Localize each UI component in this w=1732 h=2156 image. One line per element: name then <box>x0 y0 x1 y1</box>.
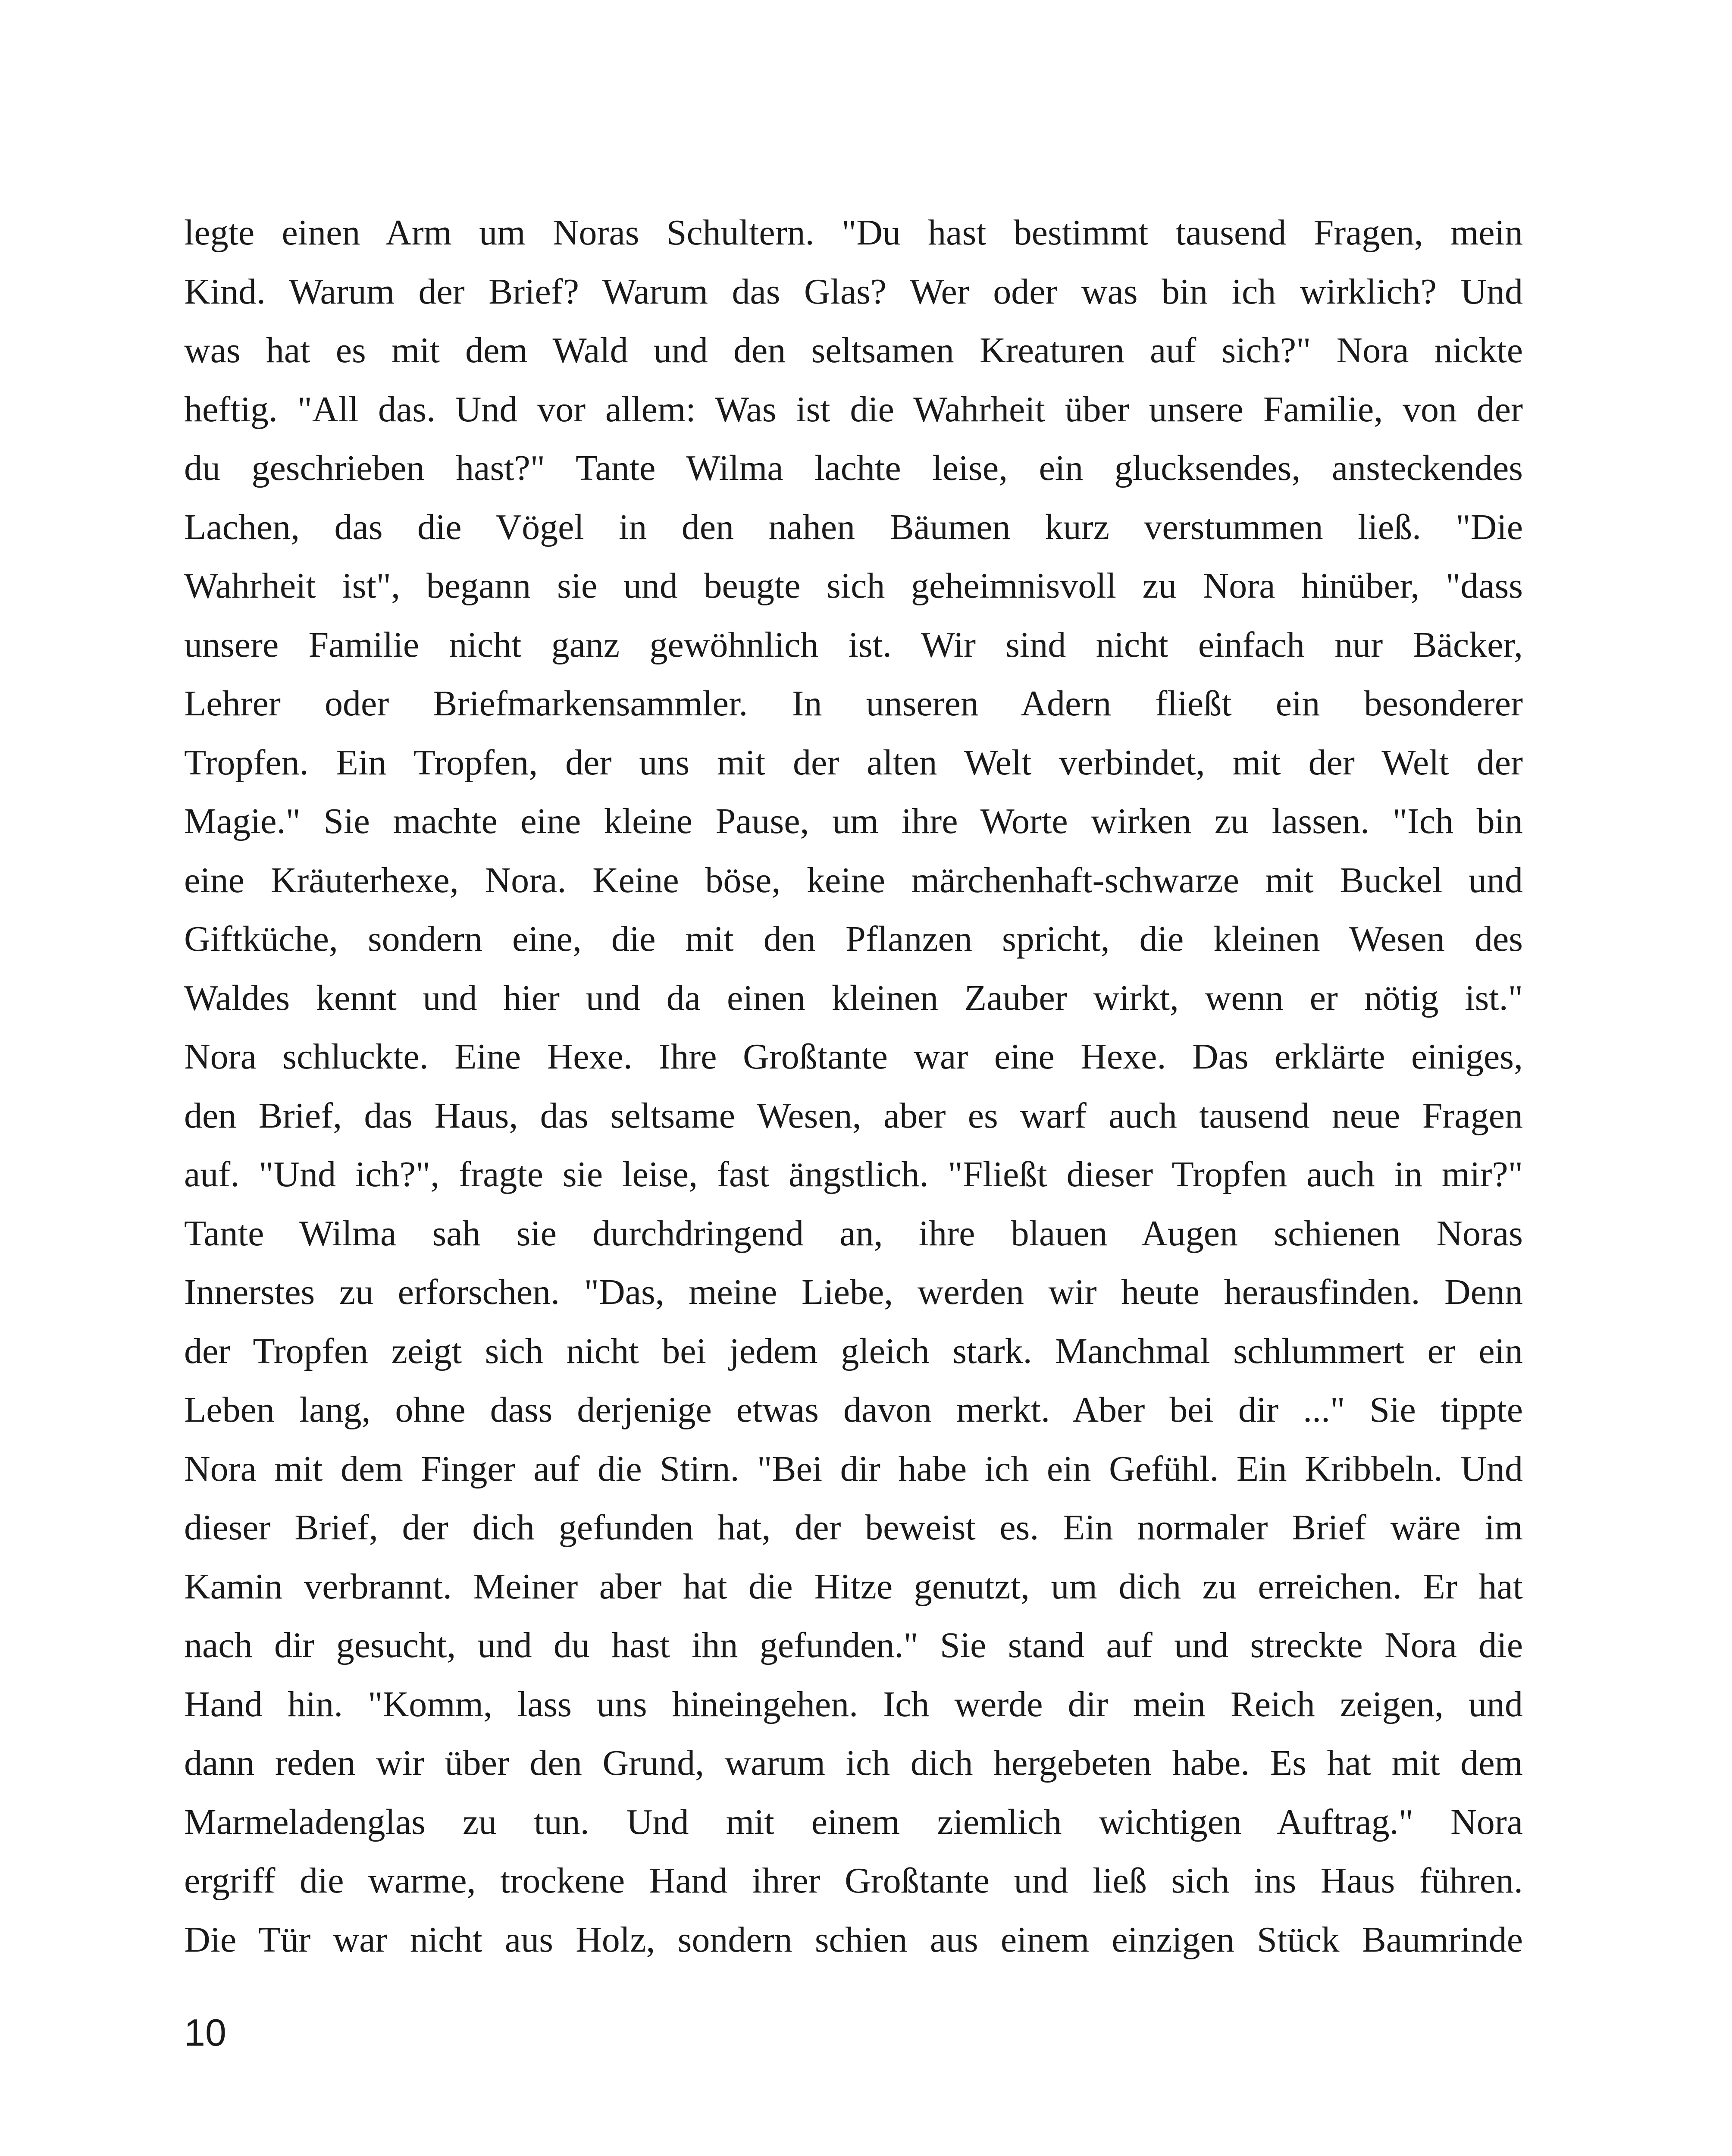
text-line: Giftküche, sondern eine, die mit den Pflanzen spricht, die kleinen Wesen des <box>184 919 1523 959</box>
text-line: legte einen Arm um Noras Schultern. "Du hast bestimmt tausend Fragen, mein <box>184 213 1523 253</box>
page-number: 10 <box>184 2011 226 2054</box>
text-line: Kamin verbrannt. Meiner aber hat die Hitze genutzt, um dich zu erreichen. Er hat <box>184 1566 1523 1607</box>
text-line: Die Tür war nicht aus Holz, sondern schien aus einem einzigen Stück Baumrinde <box>184 1919 1523 1960</box>
text-line: Innerstes zu erforschen. "Das, meine Liebe, werden wir heute herausfinden. Denn <box>184 1272 1523 1312</box>
text-line: heftig. "All das. Und vor allem: Was ist die Wahrheit über unsere Familie, von der <box>184 389 1523 429</box>
body-paragraph <box>184 204 1523 1969</box>
text-line: dann reden wir über den Grund, warum ich dich hergebeten habe. Es hat mit dem <box>184 1743 1523 1783</box>
text-line: Leben lang, ohne dass derjenige etwas davon merkt. Aber bei dir ..." Sie tippte <box>184 1390 1523 1430</box>
text-line: Lehrer oder Briefmarkensammler. In unseren Adern fließt ein besonderer <box>184 683 1523 724</box>
text-line: Kind. Warum der Brief? Warum das Glas? Wer oder was bin ich wirklich? Und <box>184 271 1523 312</box>
text-line: was hat es mit dem Wald und den seltsamen Kreaturen auf sich?" Nora nickte <box>184 330 1523 370</box>
text-line: Tropfen. Ein Tropfen, der uns mit der alten Welt verbindet, mit der Welt der <box>184 742 1523 783</box>
text-line: Marmeladenglas zu tun. Und mit einem ziemlich wichtigen Auftrag." Nora <box>184 1802 1523 1842</box>
text-line: Hand hin. "Komm, lass uns hineingehen. Ich werde dir mein Reich zeigen, und <box>184 1684 1523 1724</box>
text-line: du geschrieben hast?" Tante Wilma lachte leise, ein glucksendes, ansteckendes <box>184 448 1523 488</box>
text-line: den Brief, das Haus, das seltsame Wesen, aber es warf auch tausend neue Fragen <box>184 1095 1523 1136</box>
text-line: nach dir gesucht, und du hast ihn gefunden." Sie stand auf und streckte Nora die <box>184 1625 1523 1665</box>
text-line: dieser Brief, der dich gefunden hat, der beweist es. Ein normaler Brief wäre im <box>184 1507 1523 1548</box>
text-line: Wahrheit ist", begann sie und beugte sich geheimnisvoll zu Nora hinüber, "dass <box>184 566 1523 606</box>
text-line: Nora mit dem Finger auf die Stirn. "Bei dir habe ich ein Gefühl. Ein Kribbeln. Und <box>184 1448 1523 1489</box>
text-line: unsere Familie nicht ganz gewöhnlich ist. Wir sind nicht einfach nur Bäcker, <box>184 624 1523 665</box>
text-line: eine Kräuterhexe, Nora. Keine böse, keine märchenhaft-schwarze mit Buckel und <box>184 860 1523 900</box>
text-line: auf. "Und ich?", fragte sie leise, fast ängstlich. "Fließt dieser Tropfen auch in mir?" <box>184 1154 1523 1194</box>
text-line: Lachen, das die Vögel in den nahen Bäumen kurz verstummen ließ. "Die <box>184 507 1523 547</box>
text-line: Waldes kennt und hier und da einen kleinen Zauber wirkt, wenn er nötig ist." <box>184 978 1523 1018</box>
text-line: Tante Wilma sah sie durchdringend an, ihre blauen Augen schienen Noras <box>184 1213 1523 1253</box>
text-line: der Tropfen zeigt sich nicht bei jedem gleich stark. Manchmal schlummert er ein <box>184 1331 1523 1371</box>
text-line: ergriff die warme, trockene Hand ihrer Großtante und ließ sich ins Haus führen. <box>184 1861 1523 1901</box>
text-line: Magie." Sie machte eine kleine Pause, um ihre Worte wirken zu lassen. "Ich bin <box>184 801 1523 841</box>
text-line: Nora schluckte. Eine Hexe. Ihre Großtante war eine Hexe. Das erklärte einiges, <box>184 1037 1523 1077</box>
